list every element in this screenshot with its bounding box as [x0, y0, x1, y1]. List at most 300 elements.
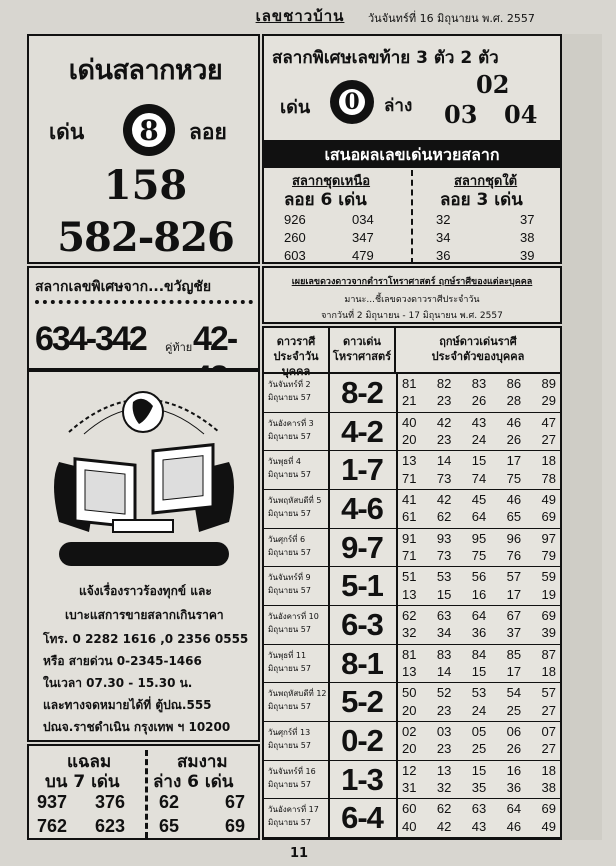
page-number: 11	[290, 846, 309, 861]
row-num: 63	[471, 801, 487, 817]
table-row	[264, 722, 560, 761]
row-num: 93	[436, 530, 452, 546]
row-nums-b	[402, 393, 562, 408]
row-num: 25	[506, 702, 522, 718]
south-num: 36	[436, 248, 451, 263]
right-num: 65	[159, 816, 180, 836]
row-num: 83	[436, 646, 452, 662]
hilite-box	[27, 34, 260, 264]
row-num: 43	[471, 414, 487, 430]
col-head-day-b: ประจำวันบุคคล	[273, 350, 319, 378]
row-num: 13	[402, 453, 417, 469]
north-num: 260	[284, 230, 306, 245]
row-num: 24	[471, 702, 487, 718]
row-date	[268, 378, 311, 404]
row-pair: 4-6	[341, 491, 383, 526]
col-head-nums	[396, 328, 560, 374]
hilite-den-row	[29, 104, 262, 154]
row-month: มิถุนายน 57	[268, 741, 311, 750]
row-nums-b	[402, 509, 562, 524]
row-nums-a	[402, 647, 562, 662]
row-num: 26	[506, 741, 522, 757]
row-num: 27	[541, 431, 556, 447]
row-num: 69	[541, 509, 556, 525]
cell-divider	[396, 451, 398, 490]
row-nums-a	[402, 531, 562, 546]
row-num: 96	[506, 530, 522, 546]
row-date	[268, 726, 311, 752]
tail-num: 03	[444, 100, 478, 129]
row-nums-b	[402, 780, 562, 795]
row-month: มิถุนายน 57	[268, 779, 311, 789]
special-mid: คู่ท้าย	[165, 341, 193, 354]
contact-line-1: แจ้งเรื่องราวร้องทุกข์ และ	[79, 584, 212, 598]
row-num: 18	[541, 663, 556, 679]
row-month: มิถุนายน 57	[268, 702, 311, 712]
row-nums-a	[402, 453, 562, 468]
row-num: 76	[506, 547, 522, 563]
row-num: 61	[402, 509, 417, 525]
row-num: 64	[471, 509, 487, 525]
row-num: 86	[506, 376, 522, 391]
tail-box	[262, 34, 562, 142]
astro-line-2: มานะ...ชี้เลขดวงดาวราศีประจำวัน	[344, 295, 480, 305]
row-num: 62	[436, 509, 452, 525]
row-num: 18	[541, 762, 556, 778]
row-month: มิถุนายน 57	[268, 663, 311, 673]
col-head-nums-b: ประจำตัวของบุคคล	[431, 350, 525, 363]
row-nums-b	[402, 819, 562, 834]
row-num: 42	[436, 414, 452, 430]
row-num: 85	[506, 646, 522, 662]
row-nums-b	[402, 741, 562, 756]
contact-line-3: โทร. 0 2282 1616 ,0 2356 0555	[43, 632, 249, 646]
row-num: 40	[402, 818, 417, 834]
adjacent-page-edge	[562, 34, 602, 840]
row-num: 47	[541, 414, 556, 430]
row-day: วันพุธที่ 11	[268, 650, 307, 660]
row-num: 42	[436, 492, 452, 507]
south-sub: ลอย 3 เด่น	[440, 190, 523, 210]
north-head: สลากชุดเหนือ	[292, 174, 371, 189]
row-day: วันจันทร์ที่ 2	[268, 380, 311, 389]
row-num: 20	[402, 702, 417, 718]
row-month: มิถุนายน 57	[268, 431, 311, 441]
gear-icon	[123, 104, 175, 156]
row-num: 15	[471, 453, 487, 469]
row-num: 74	[471, 470, 487, 486]
row-day: วันจันทร์ที่ 16	[268, 766, 316, 776]
row-num: 49	[541, 492, 556, 507]
astro-line-1: เผยเลขดวงดาวจากตำราโหราศาสตร์ ฤกษ์ราศีของแต่ละบุคคล	[291, 277, 533, 287]
left-sub: บน 7 เด่น	[45, 772, 120, 792]
cell-divider	[396, 567, 398, 606]
row-num: 13	[402, 663, 417, 679]
row-num: 29	[541, 393, 556, 409]
magazine-title: เลขชาวบ้าน	[255, 7, 345, 25]
row-nums-b	[402, 471, 562, 486]
contact-line-5: ในเวลา 07.30 - 15.30 น.	[43, 676, 193, 690]
phone-illustration	[29, 372, 258, 572]
row-num: 15	[436, 586, 452, 602]
south-num: 38	[520, 230, 535, 245]
row-num: 73	[436, 470, 452, 486]
row-pair: 0-2	[341, 723, 383, 758]
row-num: 54	[506, 685, 522, 701]
row-pair: 9-7	[341, 529, 383, 565]
table-row	[264, 606, 560, 645]
row-num: 23	[436, 393, 452, 409]
astro-line-3: จากวันที่ 2 มิถุนายน - 17 มิถุนายน พ.ศ. 2557	[321, 311, 503, 321]
row-num: 89	[541, 376, 556, 391]
row-date	[268, 571, 311, 597]
col-head-day-a: ดาวราศี	[276, 335, 316, 348]
row-num: 46	[506, 818, 522, 834]
col-head-day	[264, 328, 330, 378]
left-num: 762	[37, 816, 68, 836]
contact-line-4: หรือ สายด่วน 0-2345-1466	[43, 654, 202, 668]
special-end: 42-	[193, 320, 237, 358]
row-nums-b	[402, 664, 562, 679]
row-date	[268, 533, 311, 559]
row-nums-a	[402, 608, 562, 623]
row-num: 46	[506, 492, 522, 507]
row-date	[268, 687, 327, 713]
tail-lang-label: ล่าง	[384, 96, 413, 116]
hilite-den-label: เด่น	[49, 120, 85, 144]
row-num: 42	[436, 818, 452, 834]
row-nums-a	[402, 763, 562, 778]
contact-line-2: เบาะแสการขายสลากเกินราคา	[65, 608, 224, 622]
issue-date: วันจันทร์ที่ 16 มิถุนายน พ.ศ. 2557	[368, 12, 535, 25]
row-num: 27	[541, 702, 556, 718]
row-num: 14	[436, 453, 452, 469]
hilite-title: เด่นสลากหวย	[68, 55, 223, 86]
row-nums-b	[402, 625, 562, 640]
row-pair: 4-2	[341, 413, 383, 449]
row-pair: 6-4	[341, 800, 383, 836]
col-head-pair-b: โหราศาสตร์	[332, 350, 392, 363]
col-head-pair-a: ดาวเด่น	[343, 335, 381, 348]
row-month: มิถุนายน 57	[268, 547, 311, 557]
row-pair: 6-3	[341, 607, 383, 642]
row-num: 51	[402, 569, 417, 585]
row-month: มิถุนายน 57	[268, 470, 311, 480]
row-num: 79	[541, 547, 556, 563]
dotted-divider	[35, 300, 253, 304]
north-num: 347	[352, 230, 374, 245]
row-num: 20	[402, 741, 417, 757]
row-num: 18	[541, 453, 556, 469]
hilite-loi-label: ลอย	[189, 120, 227, 144]
table-row	[264, 567, 560, 606]
row-num: 32	[436, 779, 452, 795]
row-num: 17	[506, 453, 522, 469]
row-num: 52	[436, 685, 452, 701]
left-head: แฉลม	[67, 752, 112, 772]
right-num: 69	[225, 816, 246, 836]
row-num: 65	[506, 509, 522, 525]
row-date	[268, 455, 311, 481]
row-day: วันศุกร์ที่ 13	[268, 728, 311, 737]
row-num: 81	[402, 646, 417, 662]
tail-title: สลากพิเศษเลขท้าย 3 ตัว 2 ตัว	[272, 48, 499, 68]
row-num: 49	[541, 818, 556, 834]
row-num: 20	[402, 431, 417, 447]
row-num: 81	[402, 376, 417, 391]
astro-intro-box	[262, 266, 562, 324]
hilite-den-digit: 8	[132, 113, 166, 147]
row-day: วันอังคารที่ 10	[268, 612, 319, 621]
row-num: 43	[471, 818, 487, 834]
right-num: 62	[159, 792, 180, 812]
hilite-num1: 158	[103, 162, 188, 209]
cell-divider	[396, 645, 398, 684]
row-num: 25	[471, 741, 487, 757]
present-banner: เสนอผลเลขเด่นหวยสลาก	[262, 142, 562, 166]
contact-box	[27, 370, 260, 742]
row-num: 50	[402, 685, 417, 701]
row-num: 15	[471, 663, 487, 679]
special-nums: 634-342	[35, 320, 146, 358]
row-num: 36	[506, 779, 522, 795]
left-num: 937	[37, 792, 68, 812]
row-day: วันพุธที่ 4	[268, 457, 302, 467]
row-num: 35	[471, 779, 487, 795]
row-date	[268, 494, 321, 520]
col-head-pair	[330, 328, 396, 374]
row-num: 63	[436, 608, 452, 623]
row-num: 26	[506, 431, 522, 447]
row-nums-a	[402, 376, 562, 391]
row-num: 12	[402, 762, 417, 778]
row-num: 16	[471, 586, 487, 602]
contact-line-6: และทางจดหมายได้ที่ ตู้ปณ.555	[43, 698, 212, 712]
cell-divider	[396, 722, 398, 761]
row-num: 45	[471, 492, 487, 507]
row-num: 59	[541, 569, 556, 585]
bottom-picks-box	[27, 744, 260, 840]
row-num: 13	[436, 762, 452, 778]
row-num: 15	[471, 762, 487, 778]
row-num: 36	[471, 625, 487, 641]
row-day: วันจันทร์ที่ 9	[268, 573, 311, 583]
row-date	[268, 765, 316, 791]
row-num: 53	[471, 685, 487, 701]
table-row	[264, 413, 560, 452]
row-pair: 8-1	[341, 645, 383, 681]
row-num: 26	[471, 393, 487, 409]
row-num: 56	[471, 569, 487, 585]
south-num: 39	[520, 248, 535, 263]
row-month: มิถุนายน 57	[268, 818, 311, 828]
row-num: 69	[541, 608, 556, 623]
row-date	[268, 649, 311, 675]
row-num: 57	[541, 685, 556, 701]
right-num: 67	[225, 792, 246, 812]
row-num: 67	[506, 608, 522, 623]
col-head-nums-a: ฤกษ์ดาวเด่นราศี	[439, 335, 517, 348]
cell-divider	[396, 490, 398, 529]
row-num: 41	[402, 492, 417, 507]
row-num: 03	[436, 724, 452, 739]
row-nums-b	[402, 432, 562, 447]
vertical-divider	[145, 750, 148, 838]
cell-divider	[396, 374, 398, 413]
table-row	[264, 529, 560, 568]
tail-num: 02	[476, 70, 510, 99]
row-pair: 1-7	[341, 452, 383, 488]
row-num: 06	[506, 724, 522, 739]
special-box	[27, 266, 260, 370]
row-num: 07	[541, 724, 556, 739]
row-day: วันพฤหัสบดีที่ 5	[268, 496, 322, 505]
row-num: 21	[402, 393, 417, 409]
row-num: 37	[506, 625, 522, 641]
row-num: 64	[506, 801, 522, 817]
tail-den-label: เด่น	[280, 97, 311, 118]
south-num: 34	[436, 230, 451, 245]
cell-divider	[396, 606, 398, 645]
row-num: 32	[402, 625, 417, 641]
row-nums-a	[402, 415, 562, 430]
cell-divider	[396, 529, 398, 568]
row-nums-a	[402, 685, 562, 700]
table-row	[264, 374, 560, 413]
row-num: 71	[402, 470, 417, 486]
table-row	[264, 761, 560, 800]
row-num: 87	[541, 646, 556, 662]
row-num: 34	[436, 625, 452, 641]
row-month: มิถุนายน 57	[268, 586, 311, 596]
row-nums-a	[402, 569, 562, 584]
row-nums-b	[402, 587, 562, 602]
row-month: มิถุนายน 57	[268, 393, 311, 402]
row-pair: 8-2	[341, 375, 383, 410]
row-num: 75	[506, 470, 522, 486]
row-num: 46	[506, 414, 522, 430]
row-day: วันศุกร์ที่ 6	[268, 534, 306, 544]
gear-icon	[330, 80, 374, 124]
south-head: สลากชุดใต้	[454, 174, 518, 189]
row-num: 57	[506, 569, 522, 585]
row-num: 64	[471, 608, 487, 623]
north-num: 034	[352, 212, 374, 227]
row-num: 17	[506, 663, 522, 679]
row-num: 17	[506, 586, 522, 602]
row-date	[268, 803, 319, 829]
row-num: 95	[471, 530, 487, 546]
table-row	[264, 451, 560, 490]
row-date	[268, 417, 314, 443]
row-num: 97	[541, 530, 556, 546]
row-num: 31	[402, 779, 417, 795]
row-pair: 1-3	[341, 761, 383, 797]
row-nums-a	[402, 492, 562, 507]
row-date	[268, 610, 319, 636]
row-num: 75	[471, 547, 487, 563]
contact-line-7: ปณจ.ราชดำเนิน กรุงเทพ ฯ 10200	[43, 720, 231, 734]
cell-divider	[396, 799, 398, 838]
row-num: 23	[436, 702, 452, 718]
row-num: 27	[541, 741, 556, 757]
table-row	[264, 799, 560, 838]
north-num: 926	[284, 212, 306, 227]
row-month: มิถุนายน 57	[268, 509, 311, 518]
row-pair: 5-2	[341, 684, 383, 720]
row-num: 24	[471, 431, 487, 447]
tail-num: 04	[504, 100, 538, 129]
south-num: 37	[520, 212, 535, 227]
left-num: 623	[95, 816, 126, 836]
tail-den-digit: 0	[339, 89, 365, 115]
south-num: 32	[436, 212, 451, 227]
table-row	[264, 645, 560, 684]
cell-divider	[396, 683, 398, 722]
row-num: 28	[506, 393, 522, 409]
row-num: 38	[541, 779, 556, 795]
row-num: 62	[402, 608, 417, 623]
row-num: 91	[402, 530, 417, 546]
row-num: 16	[506, 762, 522, 778]
left-num: 376	[95, 792, 126, 812]
vertical-divider	[411, 170, 413, 264]
row-num: 40	[402, 414, 417, 430]
row-num: 78	[541, 470, 556, 486]
row-num: 39	[541, 625, 556, 641]
cell-divider	[396, 761, 398, 800]
north-sub: ลอย 6 เด่น	[284, 190, 367, 210]
row-num: 69	[541, 801, 556, 817]
row-num: 82	[436, 376, 452, 391]
table-row	[264, 490, 560, 529]
row-num: 23	[436, 741, 452, 757]
right-head: สมงาม	[177, 752, 228, 772]
row-num: 73	[436, 547, 452, 563]
row-num: 14	[436, 663, 452, 679]
row-num: 13	[402, 586, 417, 602]
row-num: 60	[402, 801, 417, 817]
row-num: 84	[471, 646, 487, 662]
row-month: มิถุนายน 57	[268, 625, 311, 634]
row-day: วันอังคารที่ 3	[268, 418, 314, 428]
row-num: 71	[402, 547, 417, 563]
cell-divider	[396, 413, 398, 452]
row-nums-a	[402, 801, 562, 816]
table-row	[264, 683, 560, 722]
row-day: วันอังคารที่ 17	[268, 805, 319, 815]
row-num: 62	[436, 801, 452, 817]
row-num: 19	[541, 586, 556, 602]
row-pair: 5-1	[341, 568, 383, 604]
row-num: 53	[436, 569, 452, 585]
hilite-num2: 582-826	[57, 214, 234, 261]
north-south-box	[262, 166, 562, 264]
row-nums-b	[402, 703, 562, 718]
north-num: 479	[352, 248, 374, 263]
row-nums-a	[402, 724, 562, 739]
row-num: 05	[471, 724, 487, 739]
row-nums-b	[402, 548, 562, 563]
row-num: 02	[402, 724, 417, 739]
row-num: 83	[471, 376, 487, 391]
north-num: 603	[284, 248, 306, 263]
right-sub: ล่าง 6 เด่น	[153, 772, 234, 792]
astro-table	[262, 326, 562, 840]
special-title: สลากเลขพิเศษจาก...ขวัญชัย	[35, 279, 212, 295]
row-num: 23	[436, 431, 452, 447]
row-day: วันพฤหัสบดีที่ 12	[268, 689, 327, 699]
